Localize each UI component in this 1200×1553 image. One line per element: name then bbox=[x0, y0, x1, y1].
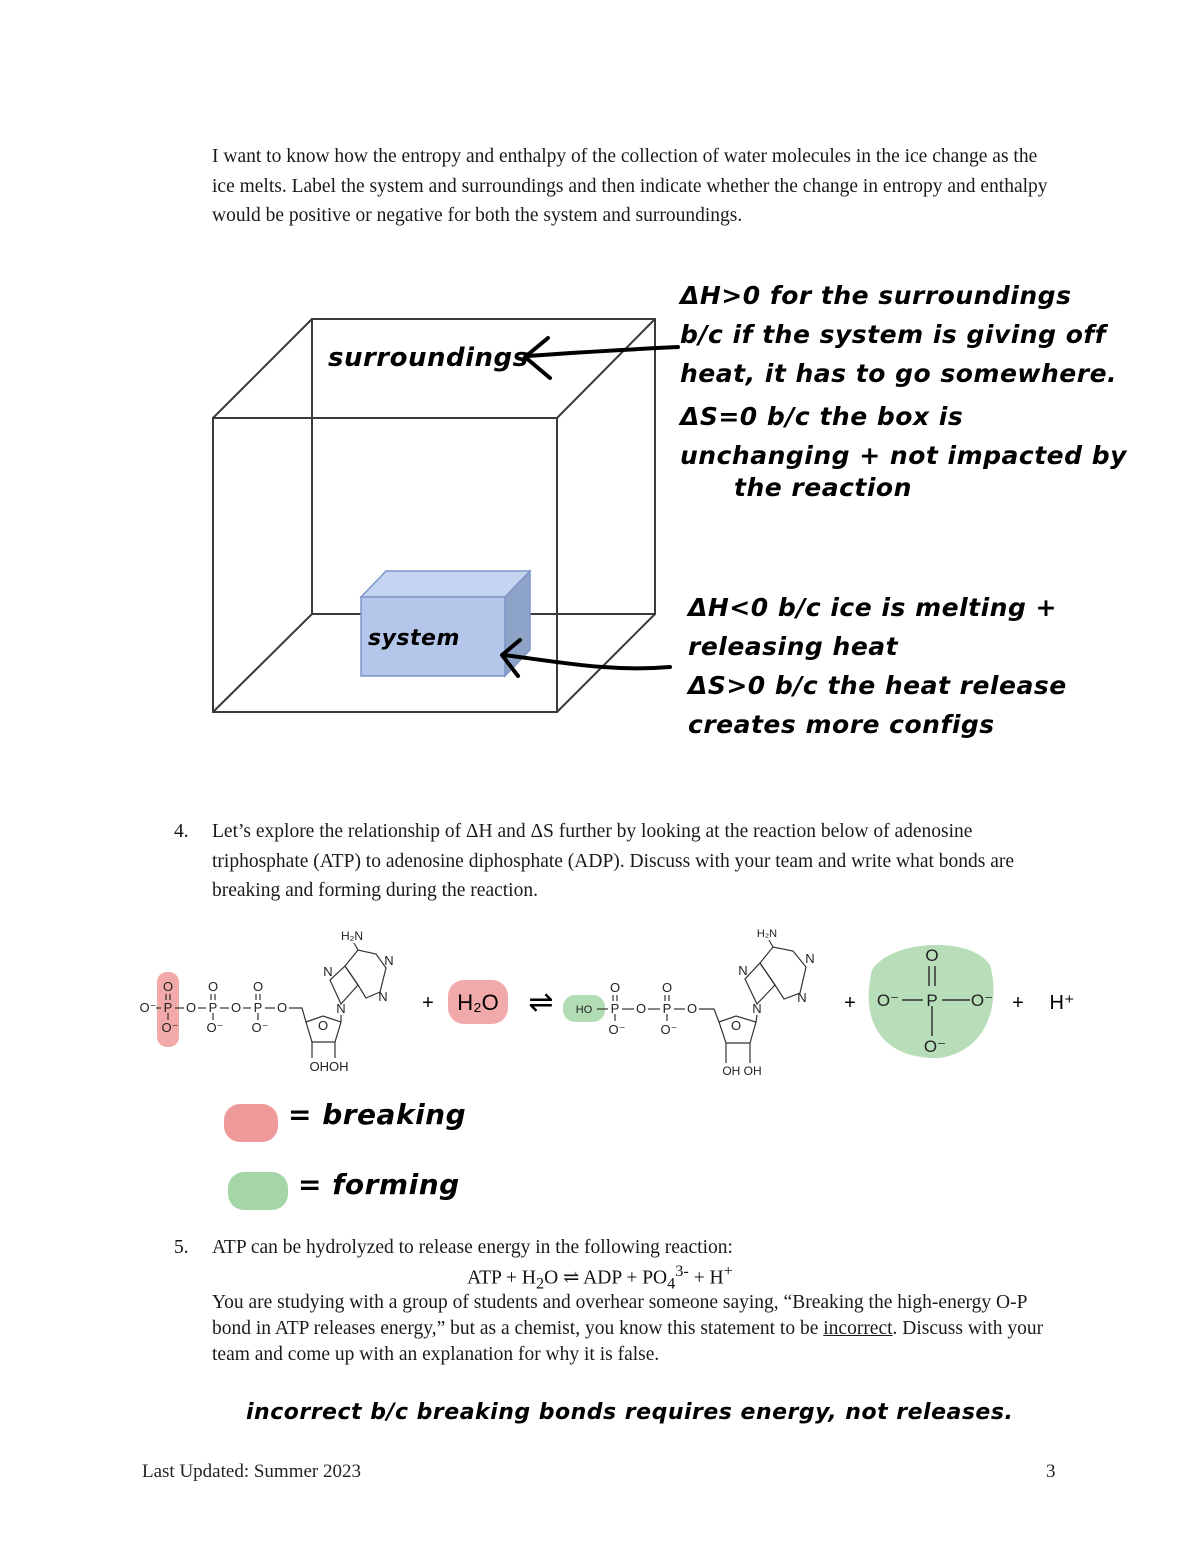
atom-label: N bbox=[378, 989, 388, 1004]
note-line: b/c if the system is giving off bbox=[680, 320, 1107, 349]
last-updated: Last Updated: Summer 2023 bbox=[142, 1461, 361, 1482]
atom-label: O bbox=[276, 1000, 288, 1015]
hydrolysis-equation bbox=[0, 1262, 1200, 1293]
equation-sub: 4 bbox=[667, 1274, 676, 1293]
atom-label: O bbox=[230, 1000, 242, 1015]
atom-label: O bbox=[252, 979, 264, 994]
note-line: the reaction bbox=[734, 473, 912, 502]
question-3-text: I want to know how the entropy and enthalpy of the collection of water molecules in the ice change as the ice melts. Label the system and surroundings and then indicate whether the change in entropy and enthalpy would be positive or negative for both the system and surroundings. bbox=[212, 146, 1048, 226]
note-line: heat, it has to go somewhere. bbox=[680, 359, 1118, 388]
note-line: releasing heat bbox=[688, 632, 899, 661]
atom-label: O⁻ bbox=[206, 1020, 224, 1035]
note-line: unchanging + not impacted by bbox=[680, 441, 1127, 470]
question-4-number: 4. bbox=[174, 821, 189, 842]
page-number: 3 bbox=[1046, 1461, 1056, 1482]
atom-label: N bbox=[752, 1001, 762, 1016]
atom-label: N bbox=[384, 953, 394, 968]
plus-sign: + bbox=[422, 992, 434, 1014]
atom-label: O bbox=[730, 1018, 742, 1033]
atom-label: O⁻ bbox=[251, 1020, 269, 1035]
water-label: H₂O bbox=[457, 990, 499, 1015]
atom-label: O bbox=[925, 946, 939, 965]
atom-label: O⁻ bbox=[139, 1000, 157, 1015]
note-line: creates more configs bbox=[688, 710, 995, 739]
atom-label: N bbox=[336, 1001, 346, 1016]
atom-label: P bbox=[610, 1001, 620, 1016]
equation-part: ATP + H bbox=[467, 1267, 536, 1289]
atom-label: O⁻ bbox=[660, 1022, 678, 1037]
ho-label: HO bbox=[575, 1004, 593, 1016]
plus-sign: + bbox=[844, 992, 856, 1014]
breaking-swatch bbox=[224, 1104, 278, 1142]
note-line: ΔH>0 for the surroundings bbox=[680, 281, 1072, 310]
atom-label: O bbox=[686, 1001, 698, 1016]
atom-label: O⁻ bbox=[923, 1037, 947, 1056]
surroundings-label: surroundings bbox=[328, 343, 529, 373]
question-5-intro: ATP can be hydrolyzed to release energy in the following reaction: bbox=[212, 1237, 733, 1258]
atom-label: P bbox=[253, 1000, 263, 1015]
plus-sign: + bbox=[1012, 992, 1024, 1014]
question-5-answer: incorrect b/c breaking bonds requires energy, not releases. bbox=[246, 1400, 1014, 1425]
equation-part: + H bbox=[688, 1267, 724, 1289]
atom-label: P bbox=[163, 1000, 173, 1015]
question-5-body-end: . Discuss with your team and come up with an explanation for why it is false. bbox=[212, 1318, 1044, 1365]
atom-label: P bbox=[208, 1000, 218, 1015]
equation-part: O ⇌ ADP + PO bbox=[544, 1267, 668, 1289]
atom-label: N bbox=[738, 963, 748, 978]
note-line: ΔH<0 b/c ice is melting + bbox=[688, 593, 1058, 622]
atom-label: O bbox=[162, 979, 174, 994]
equation-sub: 2 bbox=[535, 1274, 545, 1293]
atom-label: O⁻ bbox=[161, 1020, 179, 1035]
oh-pair-label: OH OH bbox=[722, 1064, 762, 1078]
atom-label: N bbox=[797, 990, 807, 1005]
nh2-label: H₂N bbox=[341, 929, 363, 943]
equation-sup: + bbox=[723, 1262, 733, 1280]
note-line: ΔS>0 b/c the heat release bbox=[688, 671, 1067, 700]
question-5-body-start: You are studying with a group of students and overhear someone saying, “Breaking the high-energy O-P bond in ATP releases energy,” but as a chemist, you know this statement to be bbox=[212, 1292, 1027, 1339]
atom-label: O bbox=[635, 1001, 647, 1016]
breaking-legend-label: = breaking bbox=[288, 1098, 467, 1131]
proton-label: H⁺ bbox=[1049, 992, 1075, 1014]
equation-sup: 3- bbox=[675, 1262, 689, 1280]
system-label: system bbox=[368, 626, 460, 651]
atom-label: N bbox=[805, 951, 815, 966]
atom-label: P bbox=[926, 991, 938, 1010]
equilibrium-arrow: ⇌ bbox=[528, 986, 554, 1019]
question-4-text: Let’s explore the relationship of ΔH and ΔS further by looking at the reaction below of adenosine triphosphate (ATP) to adenosine diphosphate (ADP). Discuss with your team and write what bonds are breaking and forming during the reaction. bbox=[212, 821, 1015, 901]
atom-label: O bbox=[207, 979, 219, 994]
atom-label: O bbox=[609, 980, 621, 995]
atom-label: O bbox=[661, 980, 673, 995]
atom-label: N bbox=[323, 964, 333, 979]
forming-legend-label: = forming bbox=[298, 1168, 460, 1201]
ohoh-label: OHOH bbox=[309, 1059, 349, 1074]
question-5-number: 5. bbox=[174, 1237, 189, 1258]
atom-label: O⁻ bbox=[970, 991, 994, 1010]
nh2-label: H₂N bbox=[756, 928, 778, 940]
question-5-body bbox=[212, 1290, 1062, 1368]
atom-label: O bbox=[185, 1000, 197, 1015]
note-line: ΔS=0 b/c the box is bbox=[680, 402, 964, 431]
atom-label: P bbox=[662, 1001, 672, 1016]
forming-swatch bbox=[228, 1172, 288, 1210]
atom-label: O⁻ bbox=[608, 1022, 626, 1037]
atom-label: O⁻ bbox=[876, 991, 900, 1010]
atom-label: O bbox=[317, 1018, 329, 1033]
incorrect-underlined: incorrect bbox=[823, 1318, 893, 1339]
